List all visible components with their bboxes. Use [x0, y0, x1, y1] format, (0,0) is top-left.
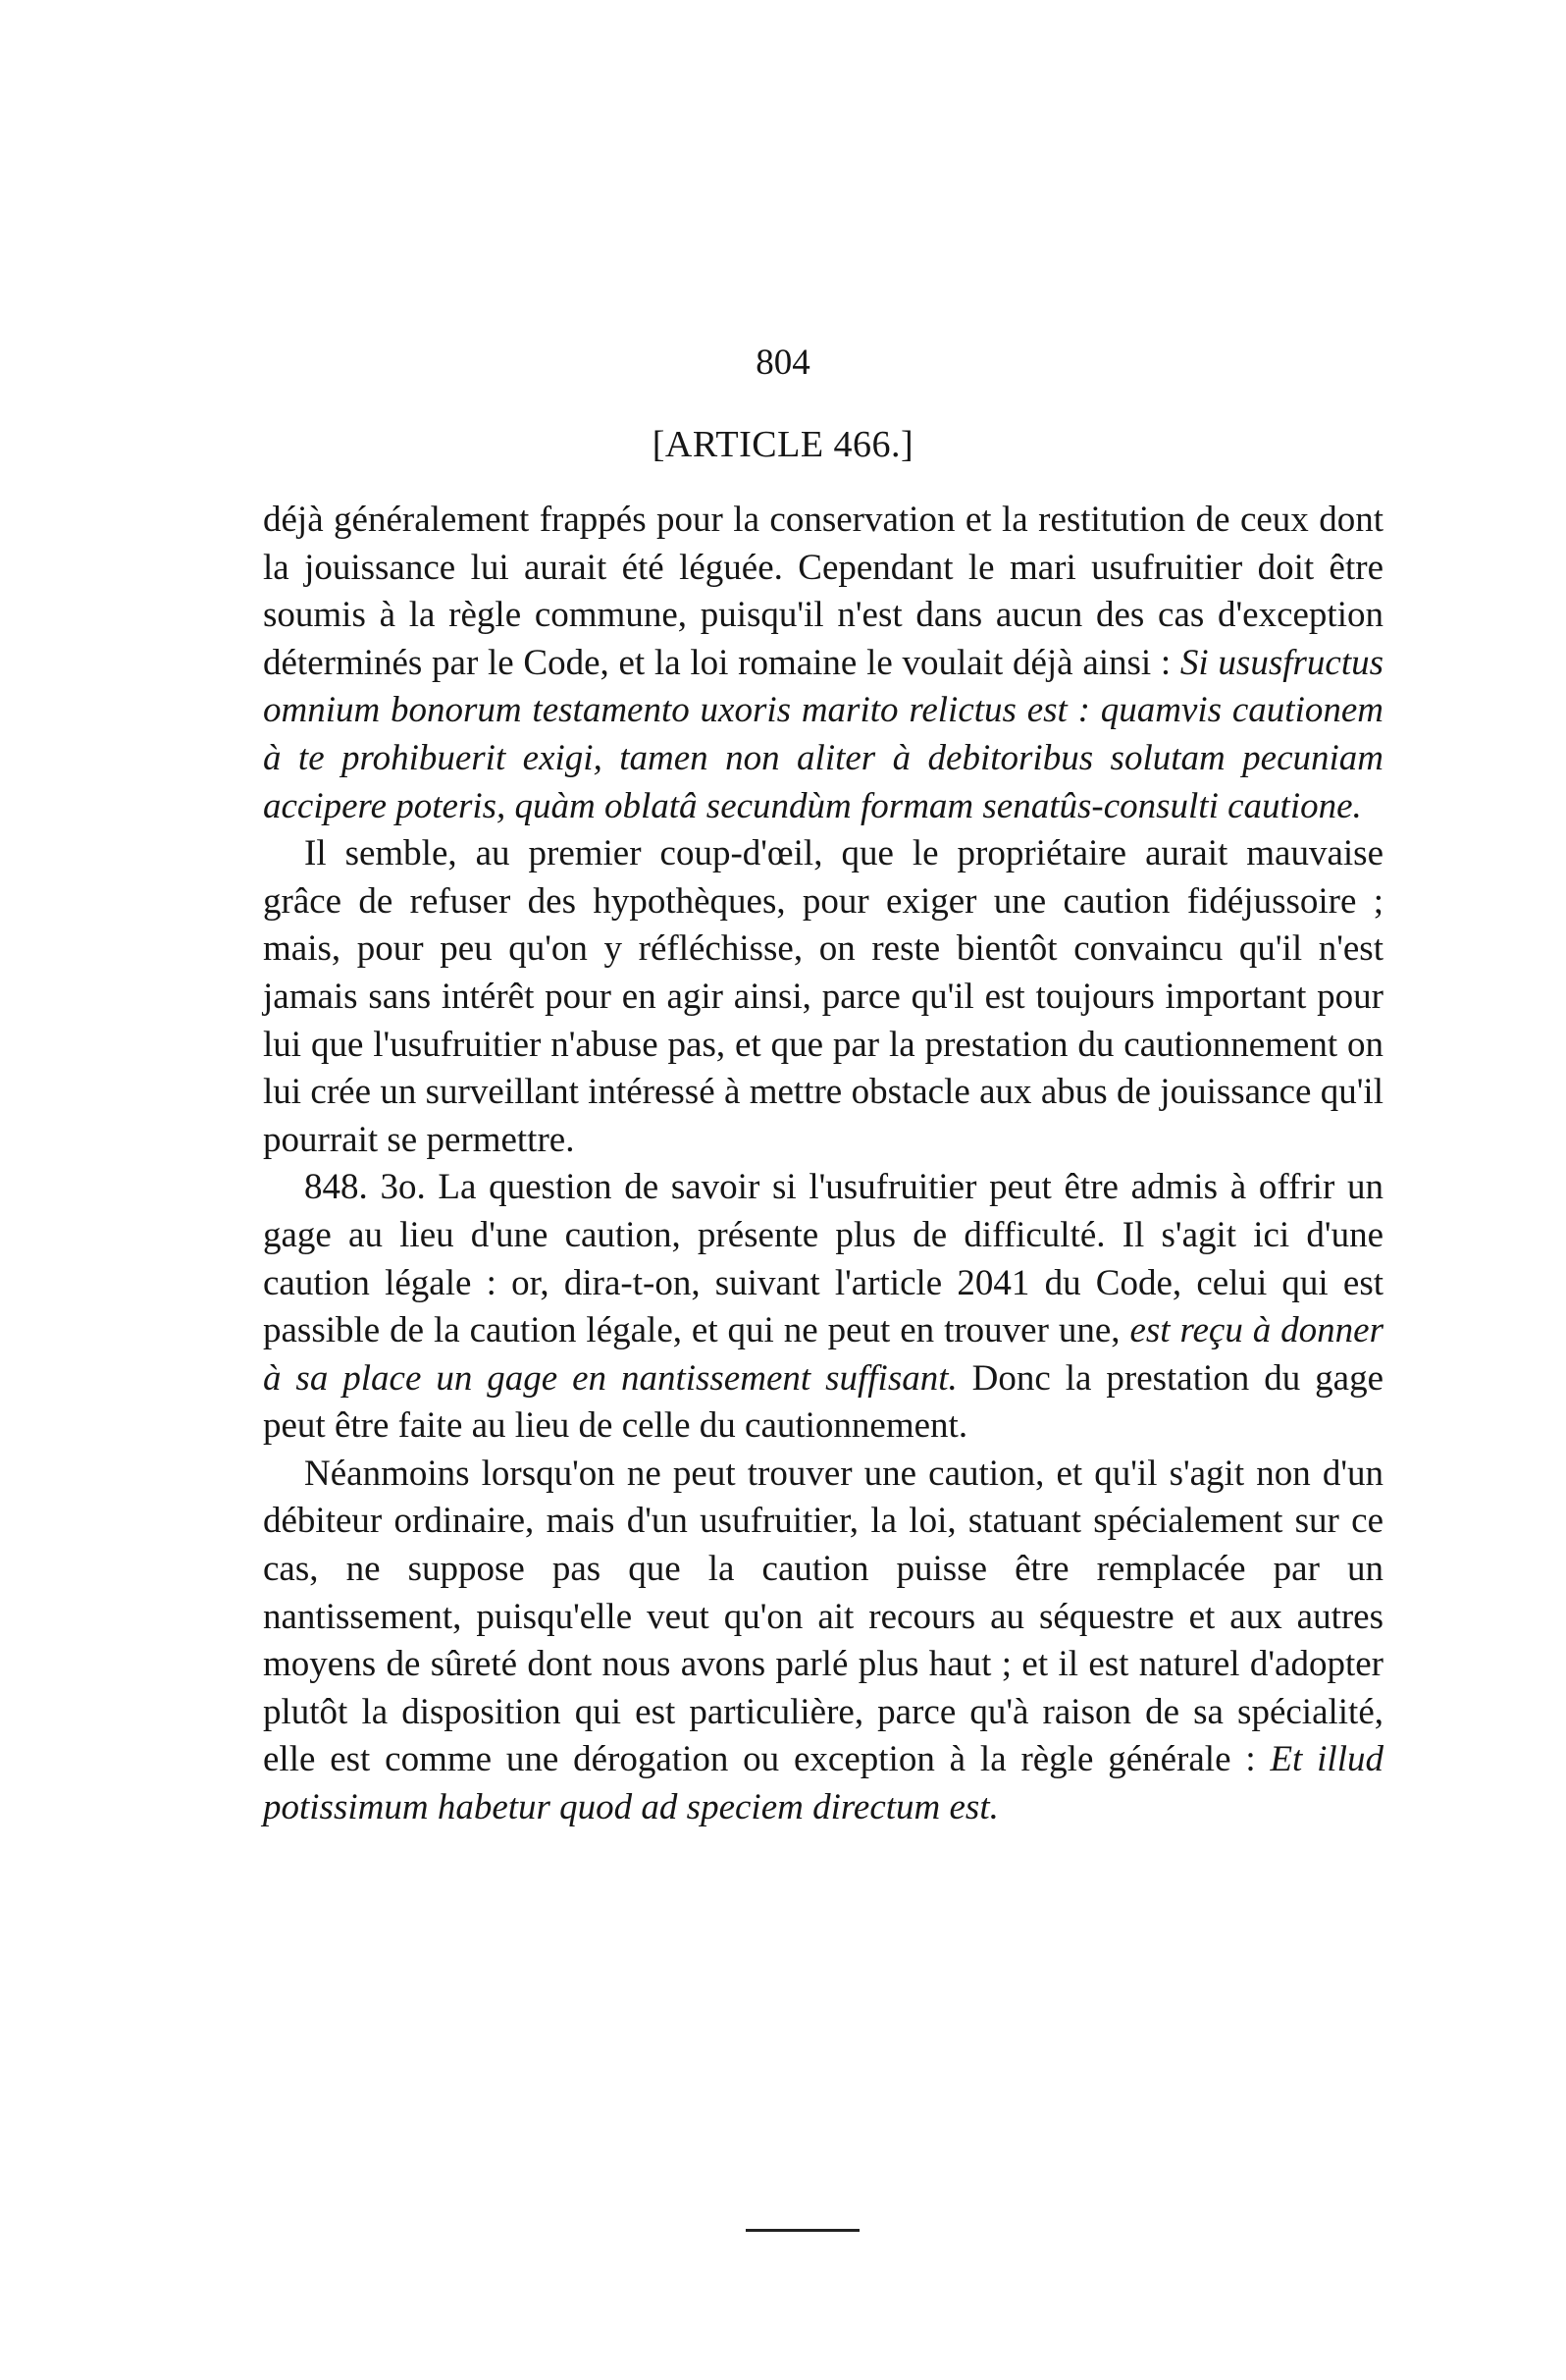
latin-quotation: Si ususfructus omnium bonorum testamento uxoris marito relictus est : quamvis cautionem à te prohibuerit exigi, tamen non aliter à debitoribus solutam pecuniam accipere poteris, quàm oblatâ secundùm formam senatûs-consulti cautione.: [263, 642, 1383, 826]
page-body: [263, 497, 1383, 1832]
running-head: [ARTICLE 466.]: [652, 424, 914, 465]
paragraph-text: déjà généralement frappés pour la conservation et la restitution de ceux dont la jouissance lui aurait été léguée. Cependant le mari usufruitier doit être soumis à la règle commune, puisqu'il n'est dans aucun des cas d'exception déterminés par le Code, et la loi romaine le voulait déjà ainsi :: [263, 500, 1383, 683]
paragraph-continuation: [263, 497, 1383, 830]
end-rule: [746, 2229, 860, 2232]
paragraph-text: 848. 3o. La question de savoir si l'usufruitier peut être admis à offrir un gage au lieu d'une caution, présente plus de difficulté. Il s'agit ici d'une caution légale : or, dira-t-on, suivant l'article 2041 du Code, celui qui est passible de la caution légale, et qui ne peut en trouver une,: [263, 1167, 1383, 1351]
latin-maxim: Et illud potissimum habetur quod ad speciem directum est.: [263, 1739, 1383, 1828]
paragraph-caution-argument: Il semble, au premier coup-d'œil, que le propriétaire aurait mauvaise grâce de refuser des hypothèques, pour exiger une caution fidéjussoire ; mais, pour peu qu'on y réfléchisse, on reste bientôt convaincu qu'il n'est jamais sans intérêt pour en agir ainsi, parce qu'il est toujours important pour lui que l'usufruitier n'abuse pas, et que par la prestation du cautionnement on lui crée un surveillant intéressé à mettre obstacle aux abus de jouissance qu'il pourrait se permettre.: [263, 833, 1383, 1160]
code-quotation: est reçu à donner à sa place un gage en nantissement suffisant.: [263, 1310, 1383, 1399]
paragraph-text: Donc la prestation du gage peut être faite au lieu de celle du cautionnement.: [263, 1357, 1383, 1447]
page-number: 804: [756, 343, 810, 383]
paragraph-848: [263, 1164, 1383, 1451]
paragraph-neanmoins: [263, 1451, 1383, 1832]
paragraph-text: Néanmoins lorsqu'on ne peut trouver une caution, et qu'il s'agit non d'un débiteur ordinaire, mais d'un usufruitier, la loi, statuant spécialement sur ce cas, ne suppose pas que la caution puisse être remplacée par un nantissement, puisqu'elle veut qu'on ait recours au séquestre et aux autres moyens de sûreté dont nous avons parlé plus haut ; et il est naturel d'adopter plutôt la disposition qui est particulière, parce qu'à raison de sa spécialité, elle est comme une dérogation ou exception à la règle générale :: [263, 1453, 1383, 1780]
